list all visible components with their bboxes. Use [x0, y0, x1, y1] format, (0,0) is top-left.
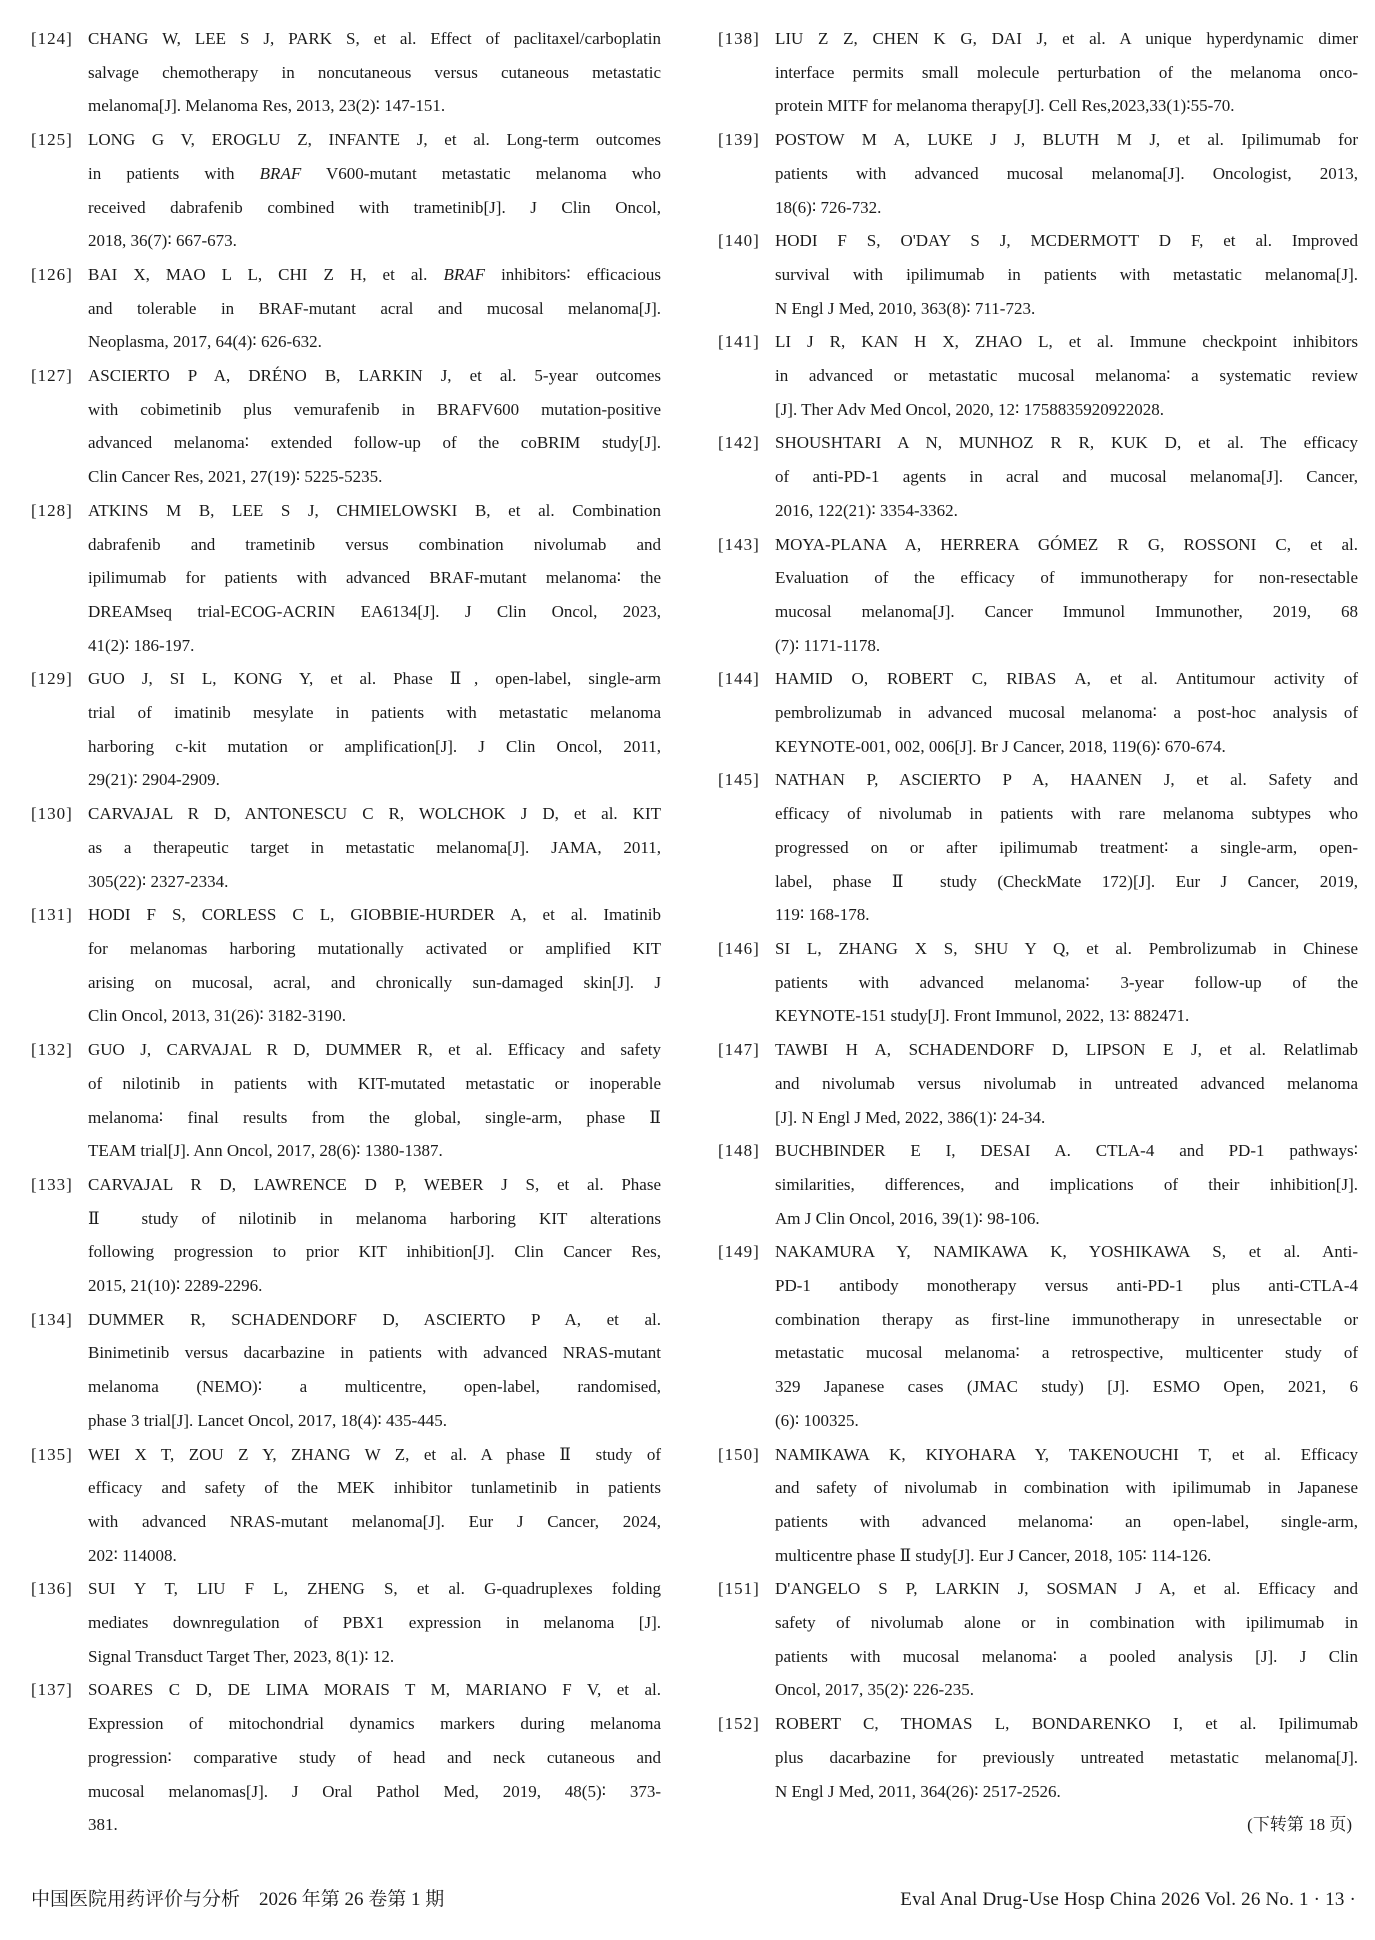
reference-line: patients with advanced mucosal melanoma[J]. Oncologist, 2013,: [775, 163, 1358, 183]
reference-body: [88, 1673, 661, 1842]
reference-line: 2015, 21(10)∶ 2289-2296.: [88, 1276, 263, 1296]
reference-number: [152]: [718, 1714, 760, 1734]
reference-line: patients with advanced melanoma∶ 3-year follow-up of the: [775, 972, 1358, 992]
reference-item: [718, 426, 1358, 527]
reference-item: [718, 1033, 1358, 1134]
reference-line: [J]. Ther Adv Med Oncol, 2020, 12∶ 1758835920922028.: [775, 399, 1164, 419]
reference-item: [31, 662, 661, 797]
reference-line: mucosal melanomas[J]. J Oral Pathol Med, 2019, 48(5)∶ 373-: [88, 1781, 661, 1801]
reference-line: N Engl J Med, 2011, 364(26)∶ 2517-2526.: [775, 1781, 1061, 1801]
reference-body: [88, 1168, 661, 1303]
reference-number: [143]: [718, 534, 760, 554]
reference-line: trial of imatinib mesylate in patients with metastatic melanoma: [88, 703, 661, 723]
reference-body: [775, 763, 1358, 932]
reference-item: [718, 1572, 1358, 1707]
reference-line: pembrolizumab in advanced mucosal melanoma∶ a post-hoc analysis of: [775, 703, 1358, 723]
reference-body: [775, 426, 1358, 527]
reference-body: [88, 22, 661, 123]
reference-body: [88, 1033, 661, 1168]
reference-item: [718, 662, 1358, 763]
reference-line: Oncol, 2017, 35(2)∶ 226-235.: [775, 1680, 974, 1700]
reference-line: 329 Japanese cases (JMAC study) [J]. ESMO Open, 2021, 6: [775, 1377, 1358, 1397]
reference-body: [88, 359, 661, 494]
reference-item: [718, 763, 1358, 932]
reference-line: melanoma[J]. Melanoma Res, 2013, 23(2)∶ 147-151.: [88, 96, 446, 116]
reference-line: combination therapy as first-line immunotherapy in unresectable or: [775, 1309, 1358, 1329]
reference-line: ATKINS M B, LEE S J, CHMIELOWSKI B, et al. Combination: [88, 500, 661, 520]
reference-body: [775, 22, 1358, 123]
reference-number: [138]: [718, 29, 760, 48]
reference-line: WEI X T, ZOU Z Y, ZHANG W Z, et al. A phase Ⅱ study of: [88, 1444, 661, 1464]
reference-item: [31, 1303, 661, 1438]
reference-item: [718, 123, 1358, 224]
reference-item: [718, 528, 1358, 663]
reference-line: MOYA-PLANA A, HERRERA GÓMEZ R G, ROSSONI C, et al.: [775, 534, 1358, 554]
reference-line: ASCIERTO P A, DRÉNO B, LARKIN J, et al. 5-year outcomes: [88, 366, 661, 386]
reference-line: similarities, differences, and implications of their inhibition[J].: [775, 1174, 1358, 1194]
page-footer: [31, 1886, 1356, 1914]
reference-item: [31, 1438, 661, 1573]
reference-line: DREAMseq trial-ECOG-ACRIN EA6134[J]. J Clin Oncol, 2023,: [88, 601, 661, 621]
reference-item: [718, 1438, 1358, 1573]
reference-line: KEYNOTE-001, 002, 006[J]. Br J Cancer, 2018, 119(6)∶ 670-674.: [775, 736, 1226, 756]
reference-line: following progression to prior KIT inhibition[J]. Clin Cancer Res,: [88, 1242, 661, 1262]
reference-item: [31, 258, 661, 359]
reference-line: and tolerable in BRAF-mutant acral and mucosal melanoma[J].: [88, 298, 661, 318]
reference-number: [145]: [718, 770, 760, 790]
reference-line: Clin Cancer Res, 2021, 27(19)∶ 5225-5235.: [88, 467, 383, 487]
reference-line: Am J Clin Oncol, 2016, 39(1)∶ 98-106.: [775, 1208, 1040, 1228]
reference-line: TEAM trial[J]. Ann Oncol, 2017, 28(6)∶ 1380-1387.: [88, 1141, 443, 1161]
reference-item: [31, 1673, 661, 1842]
reference-number: [150]: [718, 1444, 760, 1464]
reference-line: in advanced or metastatic mucosal melanoma∶ a systematic review: [775, 366, 1358, 386]
reference-line: LI J R, KAN H X, ZHAO L, et al. Immune checkpoint inhibitors: [775, 332, 1358, 352]
reference-item: [31, 898, 661, 1033]
reference-item: [31, 359, 661, 494]
reference-number: [128]: [31, 500, 73, 520]
reference-body: [88, 662, 661, 797]
reference-body: [775, 932, 1358, 1033]
reference-item: [718, 1707, 1358, 1808]
reference-line: SOARES C D, DE LIMA MORAIS T M, MARIANO F V, et al.: [88, 1680, 661, 1700]
reference-line: of nilotinib in patients with KIT-mutated metastatic or inoperable: [88, 1073, 661, 1093]
reference-line: NATHAN P, ASCIERTO P A, HAANEN J, et al. Safety and: [775, 770, 1358, 790]
reference-line: TAWBI H A, SCHADENDORF D, LIPSON E J, et al. Relatlimab: [775, 1040, 1358, 1060]
reference-line: and safety of nivolumab in combination with ipilimumab in Japanese: [775, 1478, 1358, 1498]
reference-line: GUO J, CARVAJAL R D, DUMMER R, et al. Efficacy and safety: [88, 1040, 661, 1060]
reference-number: [126]: [31, 264, 73, 284]
reference-line: HODI F S, O'DAY S J, MCDERMOTT D F, et al. Improved: [775, 231, 1358, 251]
reference-body: [775, 1707, 1358, 1808]
reference-line: LONG G V, EROGLU Z, INFANTE J, et al. Long-term outcomes: [88, 130, 661, 150]
reference-line: mucosal melanoma[J]. Cancer Immunol Immunother, 2019, 68: [775, 601, 1358, 621]
reference-line: Signal Transduct Target Ther, 2023, 8(1)∶ 12.: [88, 1646, 395, 1666]
reference-body: [88, 1572, 661, 1673]
reference-line: with advanced NRAS-mutant melanoma[J]. Eur J Cancer, 2024,: [88, 1511, 661, 1531]
reference-number: [144]: [718, 669, 760, 689]
reference-number: [139]: [718, 130, 760, 150]
reference-line: 381.: [88, 1815, 118, 1835]
reference-number: [136]: [31, 1579, 73, 1599]
reference-item: [31, 1033, 661, 1168]
reference-number: [141]: [718, 332, 760, 352]
reference-line: received dabrafenib combined with trametinib[J]. J Clin Oncol,: [88, 197, 661, 217]
reference-item: [718, 932, 1358, 1033]
reference-line: interface permits small molecule perturbation of the melanoma onco-: [775, 62, 1358, 82]
reference-line: [J]. N Engl J Med, 2022, 386(1)∶ 24-34.: [775, 1107, 1046, 1127]
reference-line: 202∶ 114008.: [88, 1545, 177, 1565]
reference-body: [775, 1572, 1358, 1707]
references-column-right: [718, 22, 1358, 1842]
reference-line: Binimetinib versus dacarbazine in patients with advanced NRAS-mutant: [88, 1343, 661, 1363]
reference-number: [124]: [31, 29, 73, 48]
reference-line: and nivolumab versus nivolumab in untreated advanced melanoma: [775, 1073, 1358, 1093]
reference-line: HODI F S, CORLESS C L, GIOBBIE-HURDER A, et al. Imatinib: [88, 905, 661, 925]
reference-line: 41(2)∶ 186-197.: [88, 635, 195, 655]
reference-body: [775, 1438, 1358, 1573]
reference-body: [775, 1235, 1358, 1437]
footer-page-number: · 13 ·: [1313, 1889, 1356, 1910]
reference-item: [718, 224, 1358, 325]
reference-body: [88, 797, 661, 898]
reference-line: Expression of mitochondrial dynamics markers during melanoma: [88, 1714, 661, 1734]
reference-line: DUMMER R, SCHADENDORF D, ASCIERTO P A, et al.: [88, 1309, 661, 1329]
reference-number: [142]: [718, 433, 760, 453]
reference-line: phase 3 trial[J]. Lancet Oncol, 2017, 18(4)∶ 435-445.: [88, 1410, 447, 1430]
reference-number: [148]: [718, 1141, 760, 1161]
reference-number: [129]: [31, 669, 73, 689]
reference-line: NAMIKAWA K, KIYOHARA Y, TAKENOUCHI T, et al. Efficacy: [775, 1444, 1358, 1464]
reference-number: [151]: [718, 1579, 760, 1599]
reference-line: Neoplasma, 2017, 64(4)∶ 626-632.: [88, 332, 322, 352]
reference-line: patients with mucosal melanoma∶ a pooled analysis [J]. J Clin: [775, 1646, 1358, 1666]
reference-line: D'ANGELO S P, LARKIN J, SOSMAN J A, et al. Efficacy and: [775, 1579, 1358, 1599]
reference-line: salvage chemotherapy in noncutaneous versus cutaneous metastatic: [88, 62, 661, 82]
reference-item: [718, 325, 1358, 426]
reference-number: [134]: [31, 1309, 73, 1329]
reference-line: protein MITF for melanoma therapy[J]. Cell Res,2023,33(1)∶55-70.: [775, 96, 1235, 116]
reference-line: plus dacarbazine for previously untreated metastatic melanoma[J].: [775, 1747, 1358, 1767]
footer-journal-title-en: [900, 1886, 1356, 1914]
reference-line: 119∶ 168-178.: [775, 905, 870, 925]
references-column-left: [31, 22, 661, 1842]
reference-number: [146]: [718, 938, 760, 958]
reference-line: safety of nivolumab alone or in combination with ipilimumab in: [775, 1613, 1358, 1633]
reference-body: [775, 1134, 1358, 1235]
reference-line: patients with advanced melanoma∶ an open-label, single-arm,: [775, 1511, 1358, 1531]
reference-item: [31, 1572, 661, 1673]
reference-body: [775, 662, 1358, 763]
reference-body: [775, 224, 1358, 325]
reference-line: 18(6)∶ 726-732.: [775, 197, 882, 217]
reference-line: with cobimetinib plus vemurafenib in BRAFV600 mutation-positive: [88, 399, 661, 419]
reference-number: [130]: [31, 804, 73, 824]
reference-line: BAI X, MAO L L, CHI Z H, et al. BRAF inhibitors∶ efficacious: [88, 264, 661, 284]
reference-line: CARVAJAL R D, LAWRENCE D P, WEBER J S, et al. Phase: [88, 1174, 661, 1194]
reference-line: 305(22)∶ 2327-2334.: [88, 871, 229, 891]
reference-line: multicentre phase Ⅱ study[J]. Eur J Cancer, 2018, 105∶ 114-126.: [775, 1545, 1212, 1565]
reference-number: [132]: [31, 1040, 73, 1060]
reference-item: [31, 797, 661, 898]
reference-line: as a therapeutic target in metastatic melanoma[J]. JAMA, 2011,: [88, 837, 661, 857]
reference-line: Clin Oncol, 2013, 31(26)∶ 3182-3190.: [88, 1006, 346, 1026]
reference-item: [31, 22, 661, 123]
reference-line: 2018, 36(7)∶ 667-673.: [88, 231, 237, 251]
reference-line: POSTOW M A, LUKE J J, BLUTH M J, et al. Ipilimumab for: [775, 130, 1358, 150]
reference-body: [88, 123, 661, 258]
reference-line: for melanomas harboring mutationally activated or amplified KIT: [88, 938, 661, 958]
reference-line: LIU Z Z, CHEN K G, DAI J, et al. A unique hyperdynamic dimer: [775, 29, 1358, 48]
reference-line: Ⅱ study of nilotinib in melanoma harboring KIT alterations: [88, 1208, 661, 1228]
reference-body: [775, 528, 1358, 663]
reference-line: PD-1 antibody monotherapy versus anti-PD-1 plus anti-CTLA-4: [775, 1276, 1358, 1296]
reference-line: SUI Y T, LIU F L, ZHENG S, et al. G-quadruplexes folding: [88, 1579, 661, 1599]
reference-number: [135]: [31, 1444, 73, 1464]
reference-line: advanced melanoma∶ extended follow-up of the coBRIM study[J].: [88, 433, 661, 453]
reference-line: GUO J, SI L, KONG Y, et al. Phase Ⅱ, open-label, single-arm: [88, 669, 661, 689]
reference-number: [137]: [31, 1680, 73, 1700]
reference-item: [718, 22, 1358, 123]
reference-line: ipilimumab for patients with advanced BRAF-mutant melanoma∶ the: [88, 568, 661, 588]
reference-line: 2016, 122(21)∶ 3354-3362.: [775, 500, 958, 520]
reference-line: progressed on or after ipilimumab treatment∶ a single-arm, open-: [775, 837, 1358, 857]
reference-line: BUCHBINDER E I, DESAI A. CTLA-4 and PD-1 pathways∶: [775, 1141, 1358, 1161]
continuation-note: (下转第 18 页): [1247, 1815, 1352, 1835]
reference-line: in patients with BRAF V600-mutant metastatic melanoma who: [88, 163, 662, 183]
reference-item: [31, 1168, 661, 1303]
reference-line: dabrafenib and trametinib versus combination nivolumab and: [88, 534, 661, 554]
reference-line: CHANG W, LEE S J, PARK S, et al. Effect of paclitaxel/carboplatin: [88, 29, 661, 48]
reference-line: (7)∶ 1171-1178.: [775, 635, 881, 655]
reference-body: [775, 325, 1358, 426]
footer-journal-en-text: Eval Anal Drug-Use Hosp China 2026 Vol. 26 No. 1: [900, 1889, 1309, 1910]
reference-line: efficacy of nivolumab in patients with rare melanoma subtypes who: [775, 804, 1358, 824]
reference-number: [131]: [31, 905, 73, 925]
reference-line: N Engl J Med, 2010, 363(8)∶ 711-723.: [775, 298, 1036, 318]
reference-line: harboring c-kit mutation or amplification[J]. J Clin Oncol, 2011,: [88, 736, 661, 756]
reference-line: 29(21)∶ 2904-2909.: [88, 770, 220, 790]
reference-line: NAKAMURA Y, NAMIKAWA K, YOSHIKAWA S, et al. Anti-: [775, 1242, 1358, 1262]
reference-line: SHOUSHTARI A N, MUNHOZ R R, KUK D, et al. The efficacy: [775, 433, 1358, 453]
reference-line: survival with ipilimumab in patients with metastatic melanoma[J].: [775, 264, 1358, 284]
reference-line: mediates downregulation of PBX1 expression in melanoma [J].: [88, 1613, 661, 1633]
reference-line: SI L, ZHANG X S, SHU Y Q, et al. Pembrolizumab in Chinese: [775, 938, 1358, 958]
reference-body: [88, 494, 661, 663]
reference-line: of anti-PD-1 agents in acral and mucosal melanoma[J]. Cancer,: [775, 467, 1358, 487]
reference-item: [31, 494, 661, 663]
reference-item: [718, 1134, 1358, 1235]
reference-line: label, phase Ⅱ study (CheckMate 172)[J]. Eur J Cancer, 2019,: [775, 871, 1358, 891]
reference-body: [88, 258, 661, 359]
reference-line: progression∶ comparative study of head and neck cutaneous and: [88, 1747, 661, 1767]
reference-item: [31, 123, 661, 258]
reference-body: [88, 1438, 661, 1573]
reference-line: melanoma∶ final results from the global, single-arm, phase Ⅱ: [88, 1107, 661, 1127]
footer-journal-title-cn: 中国医院用药评价与分析 2026 年第 26 卷第 1 期: [31, 1889, 445, 1910]
reference-line: (6)∶ 100325.: [775, 1410, 859, 1430]
reference-number: [140]: [718, 231, 760, 251]
reference-body: [88, 898, 661, 1033]
reference-line: metastatic mucosal melanoma∶ a retrospective, multicenter study of: [775, 1343, 1358, 1363]
reference-body: [88, 1303, 661, 1438]
reference-number: [147]: [718, 1040, 760, 1060]
reference-number: [149]: [718, 1242, 760, 1262]
reference-body: [775, 123, 1358, 224]
reference-line: Evaluation of the efficacy of immunotherapy for non-resectable: [775, 568, 1358, 588]
reference-number: [125]: [31, 130, 73, 150]
reference-line: ROBERT C, THOMAS L, BONDARENKO I, et al. Ipilimumab: [775, 1714, 1358, 1734]
reference-line: arising on mucosal, acral, and chronically sun-damaged skin[J]. J: [88, 972, 661, 992]
reference-line: melanoma (NEMO)∶ a multicentre, open-label, randomised,: [88, 1377, 661, 1397]
reference-line: KEYNOTE-151 study[J]. Front Immunol, 2022, 13∶ 882471.: [775, 1006, 1190, 1026]
reference-line: CARVAJAL R D, ANTONESCU C R, WOLCHOK J D, et al. KIT: [88, 804, 661, 824]
reference-number: [133]: [31, 1174, 73, 1194]
reference-item: [718, 1235, 1358, 1437]
reference-line: efficacy and safety of the MEK inhibitor tunlametinib in patients: [88, 1478, 661, 1498]
reference-number: [127]: [31, 366, 73, 386]
reference-body: [775, 1033, 1358, 1134]
reference-line: HAMID O, ROBERT C, RIBAS A, et al. Antitumour activity of: [775, 669, 1358, 689]
